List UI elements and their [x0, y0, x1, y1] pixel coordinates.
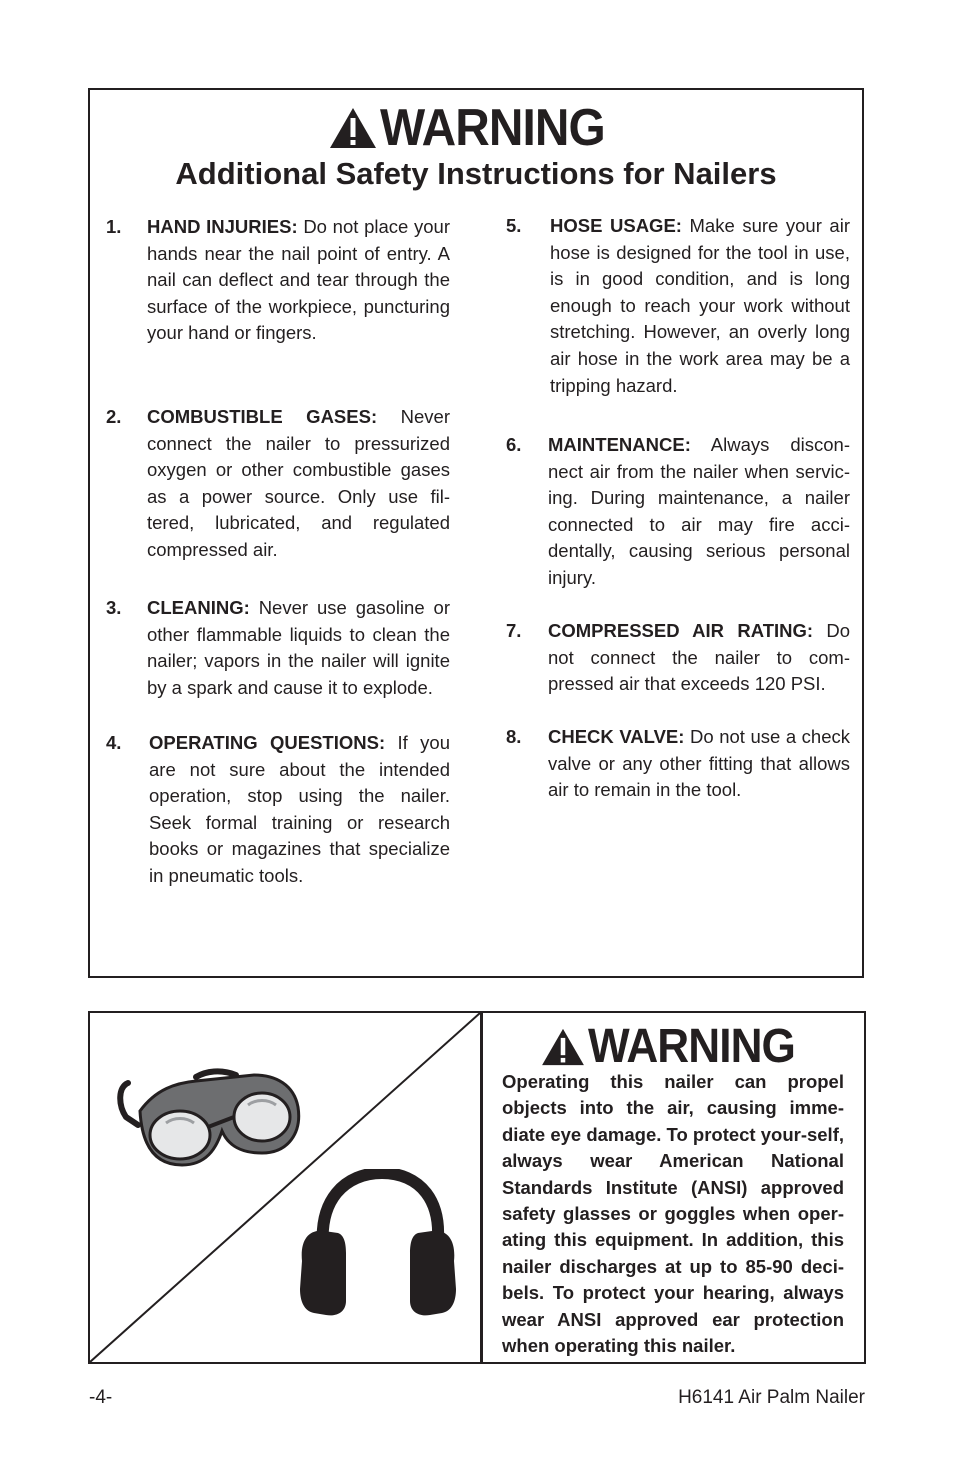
- item-label: MAINTENANCE:: [548, 434, 691, 455]
- item-label: HOSE USAGE:: [550, 215, 682, 236]
- warning-heading-bottom: [540, 1021, 813, 1073]
- warning-heading: [90, 100, 862, 156]
- item-text: Make sure your air hose is designed for the tool in use, is in good condition, and is long enough to reach your work without stretching. However, an overly long air hose in the work area may be a tripping hazard.: [550, 215, 850, 396]
- warning-triangle-icon: [540, 1027, 586, 1067]
- item-text: Never use gasoline or other flammable liquids to clean the nailer; vapors in the nailer will ignite by a spark and cause it to explode.: [147, 597, 450, 698]
- section-title: Additional Safety Instructions for Nailers: [175, 156, 777, 191]
- warning-word: WARNING: [379, 99, 605, 157]
- item-number: 4.: [106, 732, 122, 753]
- item-number: 1.: [106, 216, 122, 237]
- item-text: Do not place your hands near the nail point of entry. A nail can deflect and tear through the surface of the workpiece, puncturing your hand or fingers.: [147, 216, 450, 344]
- warning-box-bottom: [88, 1011, 866, 1364]
- product-name: H6141 Air Palm Nailer: [678, 1387, 865, 1408]
- item-number: 3.: [106, 597, 122, 618]
- item-label: COMPRESSED AIR RATING:: [548, 620, 814, 641]
- warning-body-text: Operating this nailer can propel objects into the air, causing imme-diate eye damage. To protect your-self, always wear American National Standards Institute (ANSI) approved safety glasses or goggles when oper-ating this equipment. In addition, this nailer discharges at up to 85-90 deci-bels. To protect your hearing, always wear ANSI approved ear protection when operating this nailer.: [502, 1071, 844, 1357]
- item-label: CLEANING:: [147, 597, 250, 618]
- item-label: HAND INJURIES:: [147, 216, 298, 237]
- safety-glasses-icon: [116, 1061, 306, 1181]
- item-text: If you are not sure about the intended operation, stop using the nailer. Seek formal training or research books or magazines that specialize in pneumatic tools.: [149, 732, 451, 886]
- item-number: 2.: [106, 406, 122, 427]
- warning-box-top: [88, 88, 864, 978]
- ppe-illustration-panel: [90, 1013, 483, 1362]
- item-number: 8.: [506, 726, 522, 747]
- item-number: 7.: [506, 620, 522, 641]
- item-text: Never connect the nailer to pressurized oxygen or other combustible gases as a power source. Only use fil-tered, lubricated, and regulated compressed air.: [147, 406, 450, 560]
- ear-muffs-icon: [296, 1169, 460, 1319]
- item-text: Always discon-nect air from the nailer when servic-ing. During maintenance, a nailer connected to air may fire acci-dentally, causing serious personal injury.: [548, 434, 850, 588]
- item-text: Do not use a check valve or any other fitting that allows air to remain in the tool.: [548, 726, 851, 801]
- warning-word: WARNING: [588, 1020, 795, 1073]
- warning-triangle-icon: [328, 106, 378, 150]
- item-number: 6.: [506, 434, 522, 455]
- item-label: CHECK VALVE:: [548, 726, 685, 747]
- item-label: OPERATING QUESTIONS:: [149, 732, 386, 753]
- item-label: COMBUSTIBLE GASES:: [147, 406, 378, 427]
- item-number: 5.: [506, 215, 522, 236]
- page-number: -4-: [89, 1387, 113, 1408]
- item-text: Do not connect the nailer to com-pressed air that exceeds 120 PSI.: [548, 620, 850, 695]
